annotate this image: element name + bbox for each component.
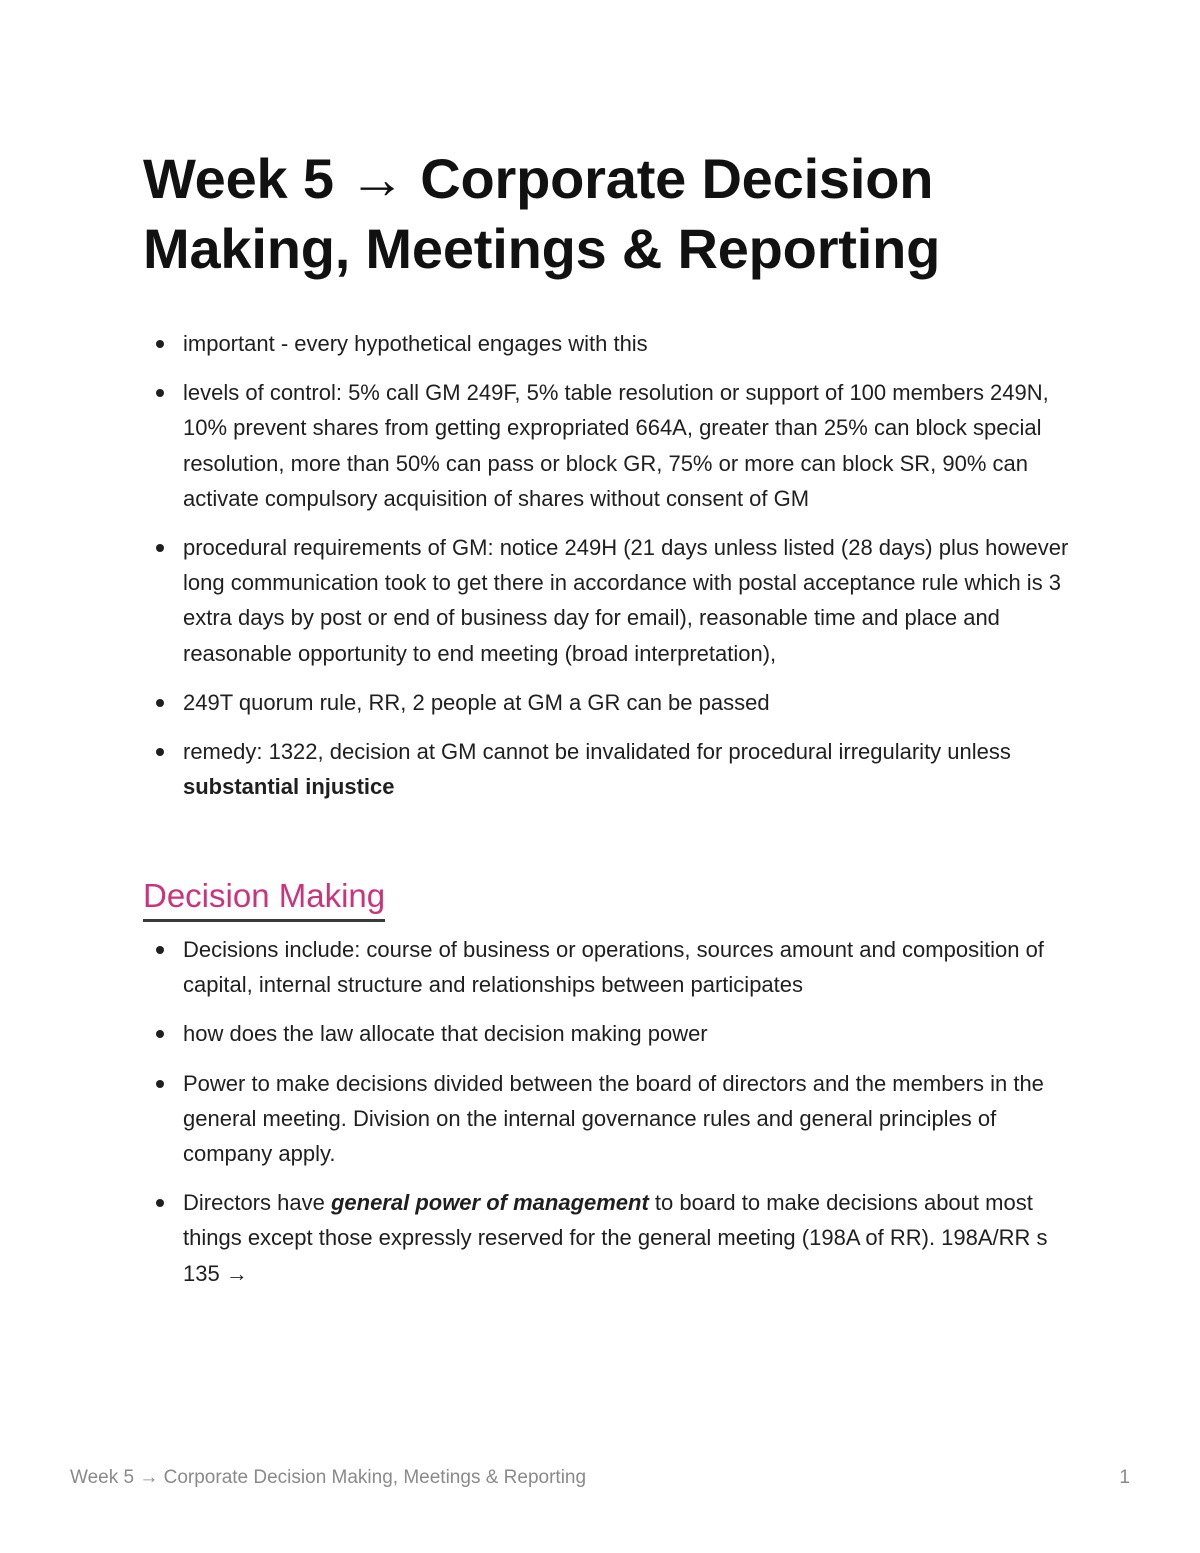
section-heading: Decision Making [143,874,385,922]
list-item [143,375,1083,516]
list-item-text: 249T quorum rule, RR, 2 people at GM a GR can be passed [183,689,770,715]
emphasis-bold: substantial injustice [183,774,395,800]
list-item [143,734,1083,804]
list-item-text: Directors have [183,1190,331,1216]
list-item-text: remedy: 1322, decision at GM cannot be invalidated for procedural irregularity unless [183,739,1011,765]
list-item [143,530,1083,671]
list-item [143,1066,1083,1172]
page-number: 1 [1119,1467,1130,1488]
list-item-text: Decisions include: course of business or operations, sources amount and composition of capital, internal structure and relationships between participates [183,937,1044,998]
page-title: Week 5 → Corporate Decision Making, Meetings & Reporting [143,147,941,280]
list-item-text: levels of control: 5% call GM 249F, 5% table resolution or support of 100 members 249N, 10% prevent shares from getting expropriated 664A, greater than 25% can block special resolution, more than 50% can pass or block GR, 75% or more can block SR, 90% can activate compulsory acquisition of shares without consent of GM [183,380,1049,511]
list-item [143,932,1083,1002]
list-item [143,1185,1083,1291]
list-item-text: how does the law allocate that decision making power [183,1021,708,1047]
intro-bullet-list [143,326,1083,818]
list-item [143,1016,1083,1051]
list-item-text: to board to make decisions about most things except those expressly reserved for the general meeting (198A of RR). 198A/RR s 135 → [183,1190,1048,1286]
emphasis-bold-italic: general power of management [330,1190,649,1216]
footer-title: Week 5 → Corporate Decision Making, Meetings & Reporting [70,1467,587,1488]
list-item [143,685,1083,720]
decision-bullet-list [143,932,1083,1305]
list-item [143,326,1083,361]
list-item-text: important - every hypothetical engages with this [183,331,648,356]
list-item-text: Power to make decisions divided between the board of directors and the members in the general meeting. Division on the internal governance rules and general principles of company apply. [183,1070,1044,1167]
list-item-text: procedural requirements of GM: notice 249H (21 days unless listed (28 days) plus however long communication took to get there in accordance with postal acceptance rule which is 3 extra days by post or end of business day for email), reasonable time and place and reasonable opportunity to end meeting (broad interpretation), [183,535,1069,666]
